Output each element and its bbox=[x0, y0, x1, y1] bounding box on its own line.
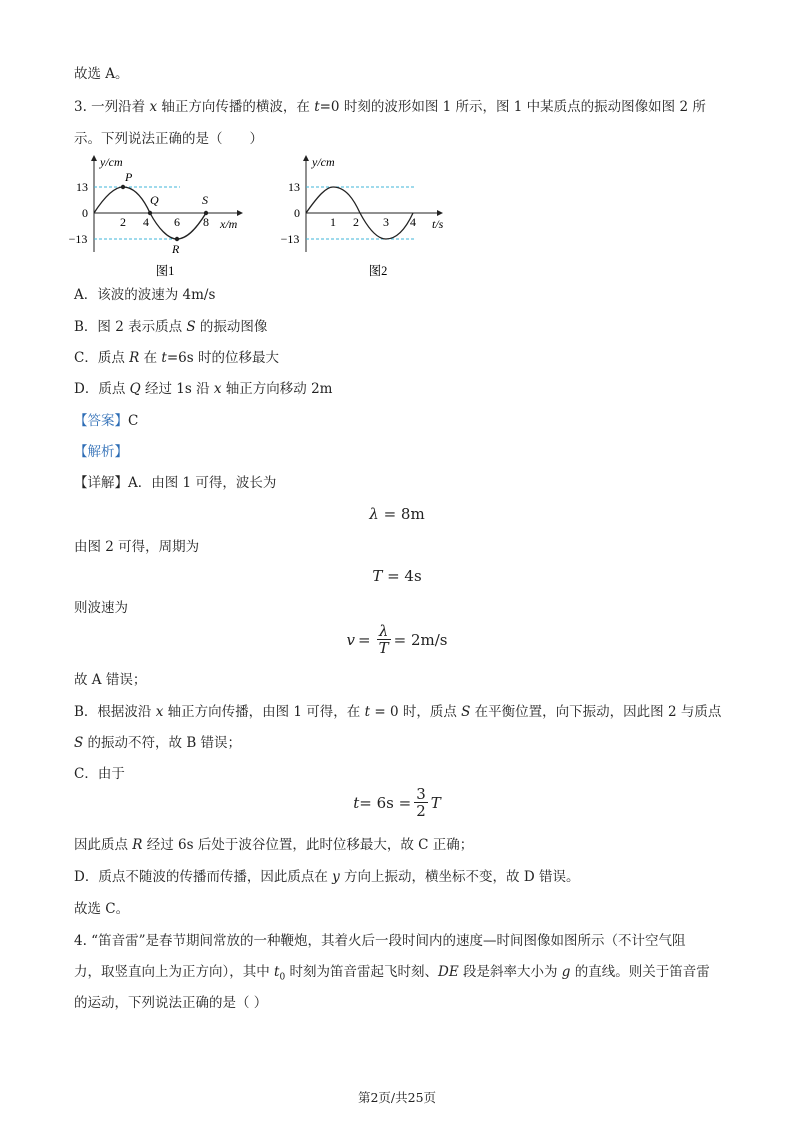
var-x: x bbox=[155, 704, 164, 720]
var-Q: Q bbox=[129, 381, 141, 397]
text: B．图 2 表示质点 bbox=[74, 319, 187, 335]
text: 4. “笛音雷”是春节期间常放的一种鞭炮，其着火后一段时间内的速度—时间图像如图所示（不计空气阻 bbox=[74, 933, 686, 949]
text: 由图 2 可得，周期为 bbox=[74, 539, 200, 555]
text: A．该波的波速为 4m/s bbox=[74, 287, 216, 303]
var-t: t bbox=[314, 99, 320, 115]
text: 示。下列说法正确的是（ ） bbox=[74, 131, 263, 147]
text: =0 时刻的波形如图 1 所示，图 1 中某质点的振动图像如图 2 所 bbox=[319, 99, 706, 115]
page-number: 第2页/共25页 bbox=[357, 1090, 437, 1105]
denominator: 2 bbox=[416, 802, 426, 820]
text: 的运动，下列说法正确的是（ ） bbox=[74, 995, 268, 1011]
detail-tag: 【详解】 bbox=[74, 475, 128, 491]
fig1-xtick-4: 4 bbox=[143, 215, 149, 229]
figure-2 bbox=[281, 155, 444, 278]
text: = 4s bbox=[382, 567, 422, 585]
var-S: S bbox=[461, 704, 471, 720]
text: 的振动不符，故 B 错误； bbox=[83, 735, 242, 751]
text: =6s 时的位移最大 bbox=[166, 350, 279, 366]
detail-line-5 bbox=[74, 702, 721, 722]
option-D bbox=[74, 379, 333, 399]
text: = 2m/s bbox=[393, 630, 448, 649]
text: 轴正方向传播的横波，在 bbox=[157, 99, 315, 115]
question-3-line-1 bbox=[74, 97, 706, 117]
symbol-t: t bbox=[353, 793, 360, 812]
fig1-xtick-6: 6 bbox=[174, 215, 180, 229]
text: 故 A 错误； bbox=[74, 672, 147, 688]
text: D．质点 bbox=[74, 381, 130, 397]
label-P: P bbox=[125, 170, 133, 184]
option-A bbox=[74, 285, 215, 305]
fig1-y-label: y/cm bbox=[100, 155, 123, 169]
text: 时刻为笛音雷起飞时刻、 bbox=[285, 964, 439, 980]
wave-figures bbox=[68, 152, 480, 282]
text: 在 bbox=[139, 350, 162, 366]
fig2-y-label: y/cm bbox=[312, 155, 335, 169]
text: 故选 C。 bbox=[74, 901, 130, 917]
detail-line-9 bbox=[74, 867, 579, 887]
subscript-0: 0 bbox=[279, 972, 286, 983]
page-footer bbox=[0, 1088, 794, 1106]
symbol-T: T bbox=[372, 567, 383, 585]
fraction-lambda-over-T bbox=[377, 623, 391, 656]
var-t: t bbox=[161, 350, 167, 366]
denominator: T bbox=[378, 639, 389, 657]
var-DE: DE bbox=[438, 964, 459, 980]
var-x: x bbox=[149, 99, 158, 115]
label-R: R bbox=[172, 242, 180, 256]
fig1-ytick-neg13: −13 bbox=[68, 232, 88, 246]
text: 经过 1s 沿 bbox=[140, 381, 214, 397]
var-R: R bbox=[132, 837, 143, 853]
equation-time bbox=[0, 786, 794, 819]
detail-line-1 bbox=[74, 473, 276, 493]
figure-1 bbox=[69, 155, 242, 278]
text: 轴正方向移动 2m bbox=[221, 381, 333, 397]
detail-line-6 bbox=[74, 733, 241, 753]
fig2-ytick-0: 0 bbox=[294, 206, 300, 220]
equation-wavelength bbox=[0, 505, 794, 523]
fig1-xtick-8: 8 bbox=[203, 215, 209, 229]
question-4-line-2 bbox=[74, 962, 710, 988]
answer-tag: 【答案】 bbox=[74, 413, 128, 429]
fig2-xtick-1: 1 bbox=[330, 215, 336, 229]
var-S: S bbox=[74, 735, 84, 751]
fig2-caption: 图2 bbox=[368, 264, 388, 278]
var-g: g bbox=[561, 964, 571, 980]
symbol-v: v bbox=[346, 630, 356, 649]
text: 在平衡位置，向下振动，因此图 2 与质点 bbox=[470, 704, 722, 720]
equation-speed: v = $\frac{\lambda}{T}$ = 2m/s bbox=[346, 622, 448, 657]
label-Q: Q bbox=[150, 193, 159, 207]
detail-line-10 bbox=[74, 899, 129, 919]
fig1-ytick-0: 0 bbox=[82, 206, 88, 220]
text: 则波速为 bbox=[74, 600, 128, 616]
question-3-line-2 bbox=[74, 129, 263, 149]
text: D．质点不随波的传播而传播，因此质点在 bbox=[74, 869, 333, 885]
fraction-3-over-2 bbox=[414, 786, 428, 819]
fig2-ytick-neg13: −13 bbox=[280, 232, 300, 246]
numerator: 3 bbox=[416, 785, 426, 803]
fig2-xtick-3: 3 bbox=[383, 215, 389, 229]
question-4-line-3 bbox=[74, 993, 267, 1013]
equation-period bbox=[0, 567, 794, 585]
detail-line-3 bbox=[74, 598, 128, 618]
point-P-dot bbox=[121, 185, 125, 189]
fig2-xtick-4: 4 bbox=[410, 215, 416, 229]
text: 力，取竖直向上为正方向），其中 bbox=[74, 964, 275, 980]
text: C．由于 bbox=[74, 766, 125, 782]
var-y: y bbox=[332, 869, 340, 885]
detail-line-7 bbox=[74, 764, 125, 784]
fig1-ytick-13: 13 bbox=[76, 180, 88, 194]
text: B．根据波沿 bbox=[74, 704, 156, 720]
option-C bbox=[74, 348, 279, 368]
fig2-ytick-13: 13 bbox=[288, 180, 300, 194]
analysis-tag: 【解析】 bbox=[74, 444, 128, 460]
label-S: S bbox=[202, 193, 208, 207]
previous-answer-line bbox=[74, 64, 129, 84]
option-B bbox=[74, 317, 267, 337]
text: C．质点 bbox=[74, 350, 130, 366]
text: = 6s = bbox=[359, 793, 412, 812]
text: 故选 A。 bbox=[74, 66, 129, 82]
text: 因此质点 bbox=[74, 837, 133, 853]
answer-line bbox=[74, 411, 138, 431]
text: A．由图 1 可得，波长为 bbox=[128, 475, 277, 491]
detail-line-2 bbox=[74, 537, 199, 557]
fig1-x-label: x/m bbox=[220, 217, 238, 231]
text: 方向上振动，横坐标不变，故 D 错误。 bbox=[339, 869, 580, 885]
symbol-lambda: λ bbox=[369, 505, 379, 523]
detail-line-8 bbox=[74, 835, 473, 855]
answer-value: C bbox=[128, 413, 139, 429]
question-4-line-1 bbox=[74, 931, 685, 951]
text: 的直线。则关于笛音雷 bbox=[570, 964, 710, 980]
text: 经过 6s 后处于波谷位置，此时位移最大，故 C 正确； bbox=[142, 837, 474, 853]
var-x: x bbox=[213, 381, 222, 397]
text: = 8m bbox=[378, 505, 425, 523]
fig2-xtick-2: 2 bbox=[353, 215, 359, 229]
text: 轴正方向传播，由图 1 可得，在 bbox=[163, 704, 365, 720]
point-R-dot bbox=[175, 237, 179, 241]
var-R: R bbox=[129, 350, 140, 366]
text: 3. 一列沿着 bbox=[74, 99, 150, 115]
analysis-line bbox=[74, 442, 128, 462]
var-t: t bbox=[274, 964, 280, 980]
var-t: t bbox=[364, 704, 371, 720]
text: 段是斜率大小为 bbox=[458, 964, 562, 980]
fig1-caption: 图1 bbox=[155, 264, 175, 278]
text: 的振动图像 bbox=[195, 319, 268, 335]
symbol-T: T bbox=[430, 793, 441, 812]
detail-line-4 bbox=[74, 670, 146, 690]
fig2-x-label: t/s bbox=[432, 217, 444, 231]
numerator: λ bbox=[377, 623, 391, 640]
fig1-xtick-2: 2 bbox=[120, 215, 126, 229]
text: = 0 时，质点 bbox=[370, 704, 462, 720]
var-S: S bbox=[186, 319, 196, 335]
